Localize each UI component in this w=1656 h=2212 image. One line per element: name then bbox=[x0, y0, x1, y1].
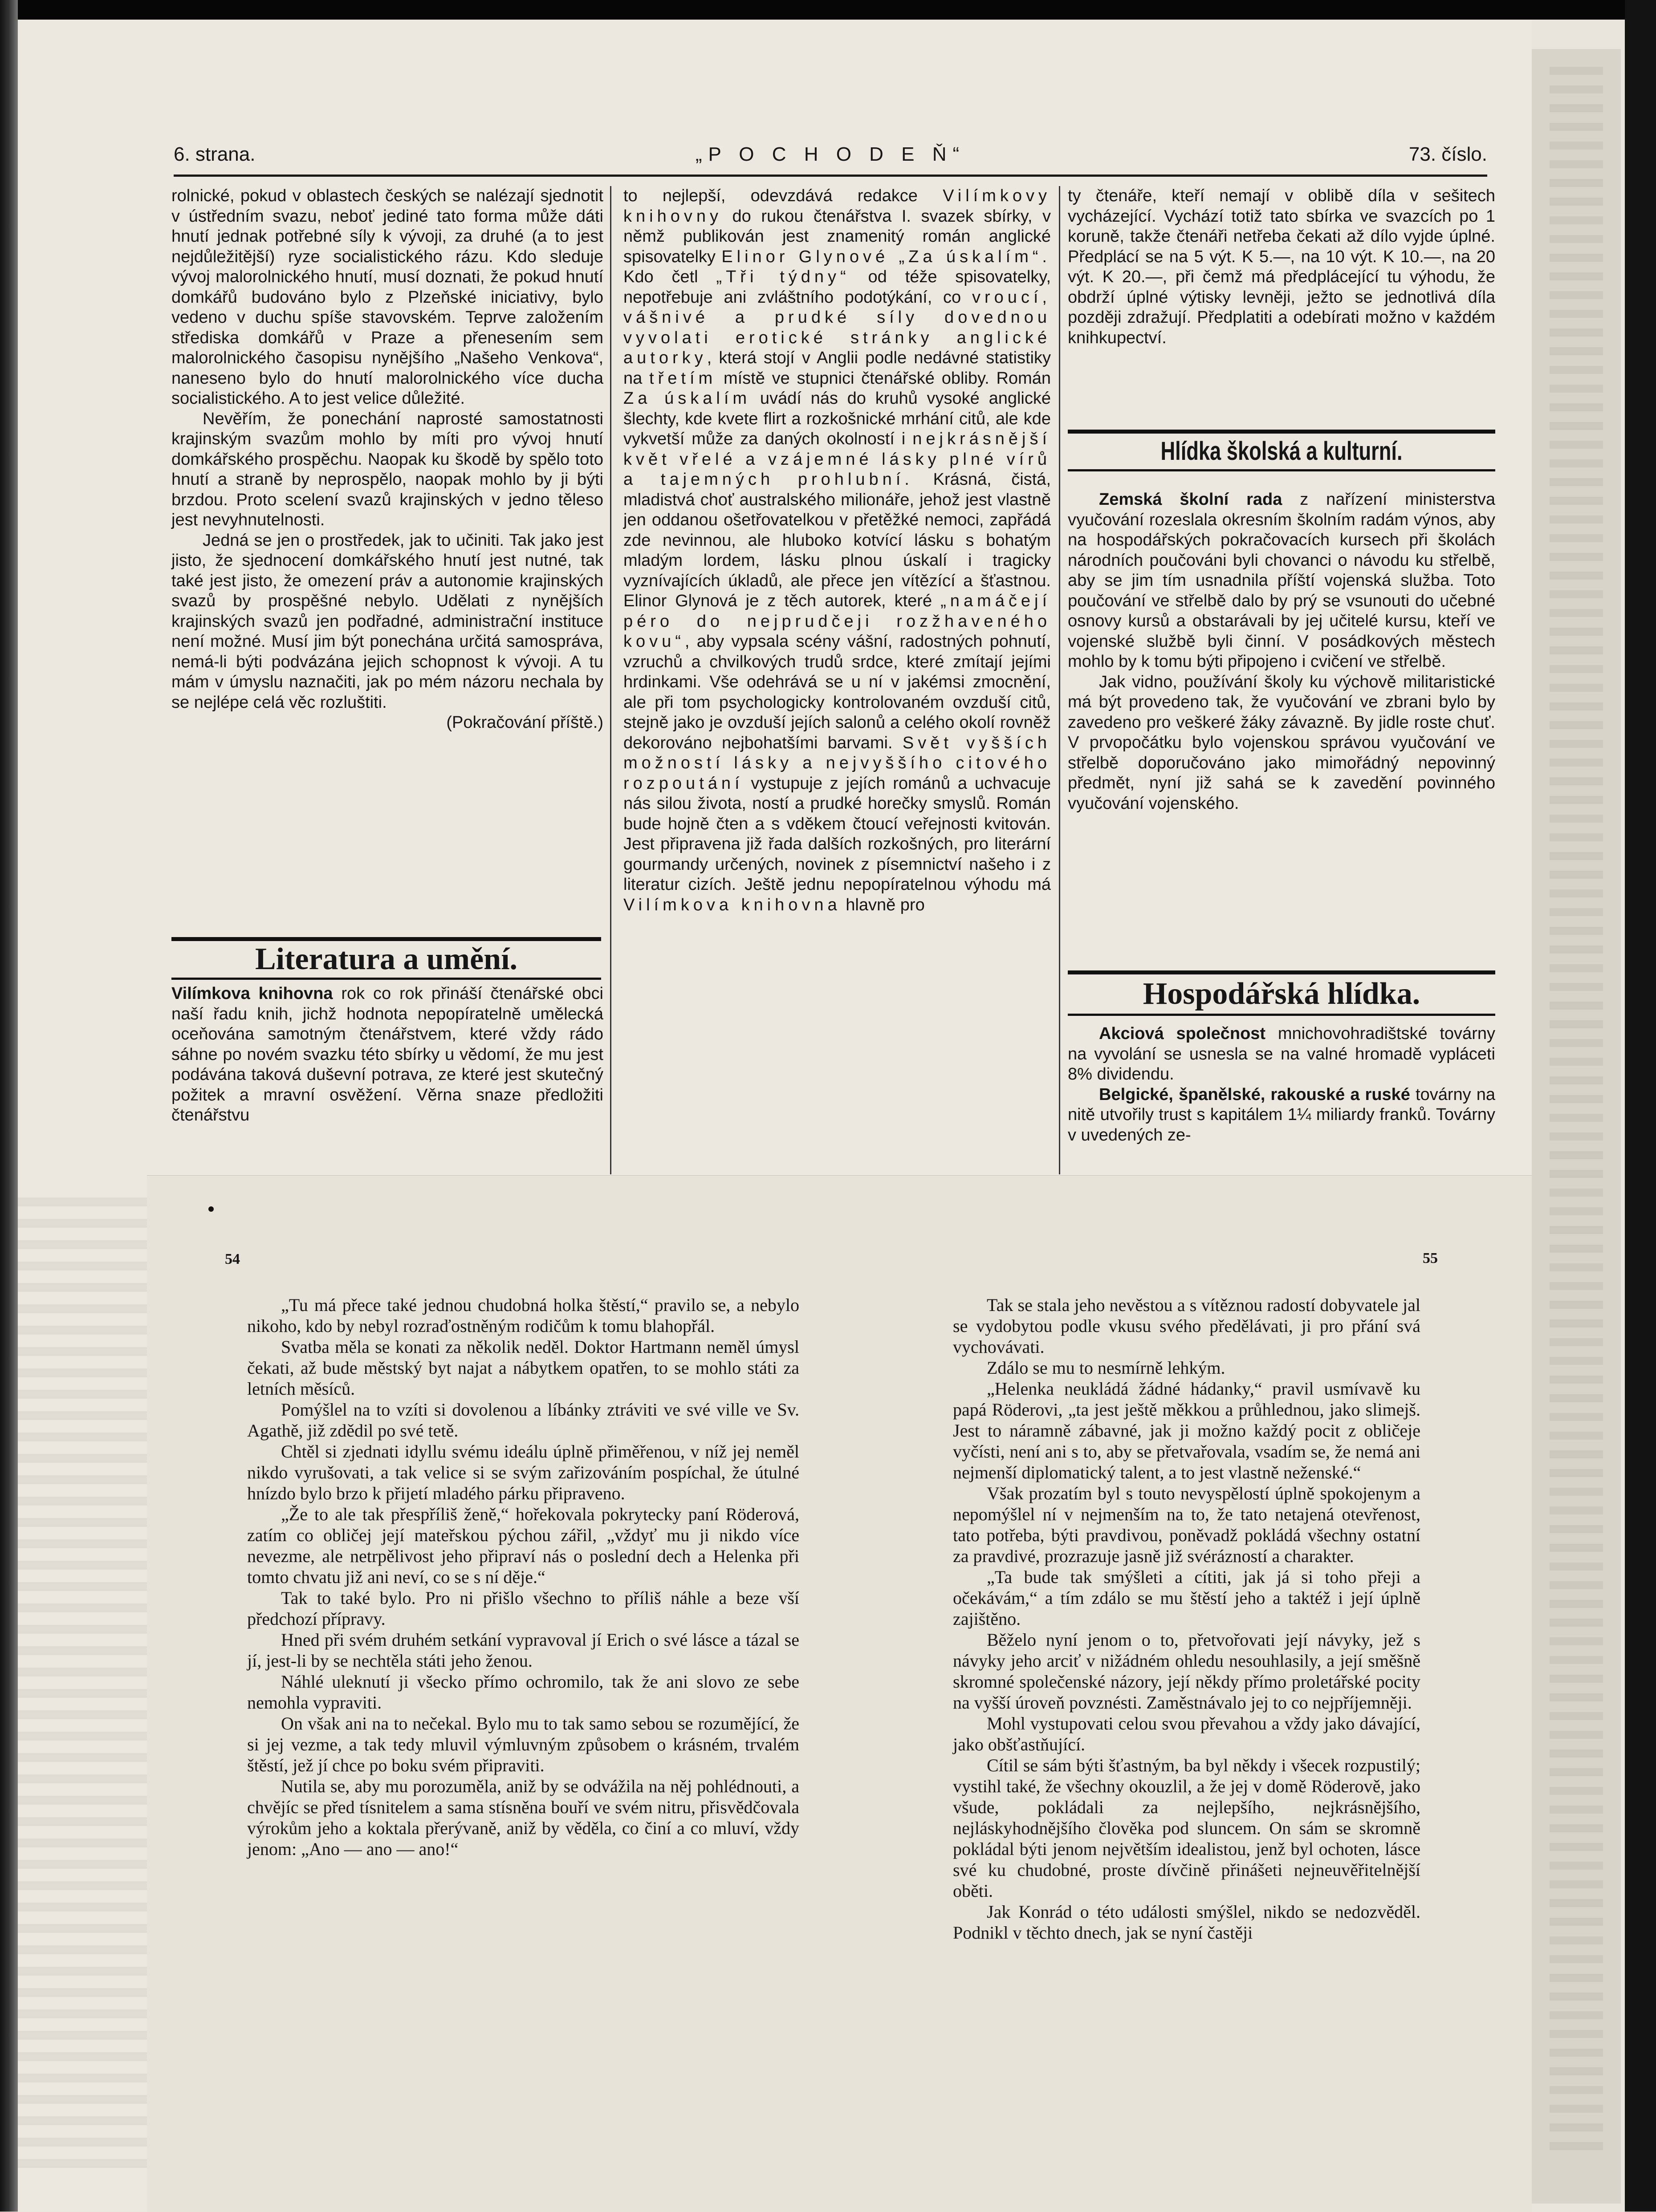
text-run: vystupuje z jejích románů a uchvacuje nás silou života, ností a prudké horečky smyslů. Román bude hojně čten a s vděkem čtoucí veřejnosti kvitován. Jest připravena již řada dalších rozkošných, pro literární gourmandy určených, novinek z písemnictví našeho i z literatur cizích. Ještě jednu nepopíratelnou výhodu má bbox=[623, 774, 1051, 894]
section-heading-hlidka bbox=[1068, 430, 1495, 471]
book-page-right bbox=[953, 1295, 1420, 1943]
book-page-left bbox=[247, 1295, 799, 1859]
text-run: „Tři týdny“ bbox=[716, 268, 850, 286]
text-run: místě ve stupnici čtenářské obliby. Román bbox=[716, 369, 1051, 388]
newspaper-title: „P O C H O D E Ň“ bbox=[695, 143, 966, 165]
text-run: „namáčejí péro do nejprudčeji rozžhaveného kovu“ bbox=[623, 592, 1051, 651]
issue-number: 73. číslo. bbox=[1408, 143, 1487, 165]
text-run: mnichovohradištské továrny na vyvolání se usnesla se na valné hromadě vypláceti 8% dividendu. bbox=[1068, 1024, 1495, 1084]
book-paragraph: „Helenka neukládá žádné hádanky,“ pravil usmívavě ku papá Röderovi, „ta jest ještě měkkou a průhlednou, jako slimejš. Jest to náramně zábavné, jak ji možno každý pocit z obličeje vyčísti, není ani s to, aby se přetvařovala, vsadím se, že nemá ani nejmenší diplomatický talent, a to jest vlastně neženské.“ bbox=[953, 1379, 1420, 1482]
lead-term: Akciová společnost bbox=[1099, 1024, 1266, 1043]
text-run: hlavně pro bbox=[841, 895, 925, 914]
text-run: z nařízení ministerstva vyučování rozeslala okresním školním radám výnos, aby na hospodářských pokračovacích kursech při školách národních poučováni byli chovanci o návodu ku střelbě, aby se jim tím usnadnila příští vojenská služba. Toto poučování ve střelbě dalo by prý se vsunouti do učebné osnovy kursů a obstarávali by jej učitelé kursu, kteří ve vojenské službě byli činní. V posádkových městech mohlo by k tomu býti připojeno i cvičení ve střelbě. bbox=[1068, 490, 1495, 671]
bleed-through-text bbox=[1550, 67, 1603, 2159]
text-run: Elinor Glynové „Za úskalím“. bbox=[721, 247, 1051, 266]
article-paragraph: Jak vidno, používání školy ku výchově militaristické má být provedeno tak, že vyučování ve zbrani bylo by zavedeno pro veškeré žáky závazně. By jidle roste chuť. V prvopočátku bylo vojenskou správou vyučování ve střelbě doporučováno jako mimořádný nepovinný předmět, nyní již sahá se k zavedění povinného vyučování vojenského. bbox=[1068, 672, 1495, 813]
text-run: to nejlepší, odevzdává redakce bbox=[623, 187, 943, 205]
book-paragraph: Nutila se, aby mu porozuměla, aniž by se odvážila na něj pohlédnouti, a chvějíc se před tísnitelem a sama stísněna bouří ve svém nitru, přisvědčovala výrokům jeho a koktala přerývaně, aniž by věděla, co činí a co mluví, vždy jenom: „Ano — ano — ano!“ bbox=[247, 1776, 799, 1859]
book-paragraph: Pomýšlel na to vzíti si dovolenou a líbánky ztráviti ve své ville ve Sv. Agathě, již zdědil po své tetě. bbox=[247, 1400, 799, 1441]
text-run: vroucí, vášnivé a prudké síly dovednou vyvolati erotické stránky anglické autorky bbox=[623, 288, 1051, 367]
book-paragraph: Cítil se sám býti šťastným, ba byl někdy i všecek rozpustilý; vystihl také, že všechny okouzlil, a že jej v domě Röderově, jako všude, pokládali za nejlepšího, nejkrásnějšího, nejláskyhodnějšího člověka pod sluncem. On sám se skromně pokládal býti jenom největším idealistou, jenž byl ochoten, lásce své ku chudobné, proste dívčině přinášeti nejneuvěřitelnější oběti. bbox=[953, 1755, 1420, 1901]
article-column-1 bbox=[171, 186, 603, 733]
text-run: Krásná, čistá, mladistvá choť australského milionáře, jehož jest vlastně jen oddanou ošetřovatelkou v přetěžké nemoci, zapřádá zde nevinnou, ale hluboko kotvící lásku s bohatým mladým lordem, lásku plnou úskalí i tragicky vyznívajících úkladů, ale přece jen vítězící a šťastnou. Elinor Glynová je z těch autorek, které bbox=[623, 470, 1051, 610]
section-title: Literatura a umění. bbox=[255, 942, 518, 976]
literature-column bbox=[171, 984, 603, 1126]
continuation-note: (Pokračování příště.) bbox=[446, 713, 603, 732]
lead-term: Zemská školní rada bbox=[1099, 490, 1282, 509]
section-title: Hlídka školská a kulturní. bbox=[1160, 437, 1403, 466]
column-rule bbox=[1059, 186, 1060, 1174]
adjacent-page-edge bbox=[1532, 49, 1621, 2204]
text-run: uvádí nás do kruhů vysoké anglické šlechty, kde kvete flirt a rozkošnické mrhání citů, ale kde vykvetší může za daných okolností i bbox=[623, 389, 1051, 448]
scan-right-border bbox=[1625, 0, 1656, 2212]
lead-term: Vilímkova knihovna bbox=[171, 984, 333, 1003]
article-paragraph: Jedná se jen o prostředek, jak to učiniti. Tak jako jest jisto, že sjednocení domkářského hnutí jest nutné, tak také jest jisto, že omezení práv a autonomie krajinských svazů by prospěšné nebylo. Udělati z nynějších krajinských svazů jen podřadné, administrační instituce není možné. Musí jim být ponechána určitá samospráva, nemá-li býti podvázána jejich schopnost k vývoji. A tu mám v úmyslu naznačiti, jak po mém názoru nechala by se nejlépe celá věc rozluštiti. bbox=[171, 531, 603, 712]
page-number-left: 54 bbox=[225, 1251, 240, 1267]
book-paragraph: „Tu má přece také jednou chudobná holka štěstí,“ pravilo se, a nebylo nikoho, kdo by nebyl rozraďostněným rodičům k tomu blahopřál. bbox=[247, 1295, 799, 1336]
book-paragraph: Chtěl si zjednati idyllu svému ideálu úplně přiměřenou, v níž jej neměl nikdo vyrušovati, a tak velice si se svým zařizováním pospíchal, že útulné hnízdo bylo brzo k přijetí mladého párku připraveno. bbox=[247, 1441, 799, 1503]
text-run: od téže spisovatelky, nepotřebuje ani zvláštního podotýkání, co bbox=[623, 268, 1051, 307]
article-column-3 bbox=[1068, 186, 1495, 348]
article-paragraph: rolnické, pokud v oblastech českých se nalézají sjednotit v ústředním svazu, neboť jediné tato forma může dáti hnutí jednak potřebné síly k vývoji, za druhé (a to jest nejdůležitější) ryze socialistického rázu. Kdo sleduje vývoj malorolnického hnutí, musí doznati, že pokud hnutí domkářů budováno bylo z Plzeňské iniciativy, bylo vedeno v duchu spíše stavovském. Teprve založením střediska domkářů v Praze a přenesením sem malorolnického časopisu nynějšího „Našeho Venkova“, naneseno bylo do hnutí malorolnického více ducha socialistického. A to jest velice důležité. bbox=[171, 187, 603, 408]
text-run: továrny na nitě utvořily trust s kapitálem 1¼ miliardy franků. Továrny v uvedených ze- bbox=[1068, 1085, 1495, 1145]
text-run: Vilímkovy knihovny bbox=[623, 187, 1051, 226]
page-label: 6. strana. bbox=[174, 143, 256, 165]
economy-column bbox=[1068, 1024, 1495, 1145]
book-paragraph: „Že to ale tak přespříliš ženě,“ hořekovala pokrytecky paní Röderová, zatím co obličej její mateřskou pýchou zářil, „vždyť mu ji nikdo více nevezme, ale netrpělivost jeho připraví nás o poslední dech a Helenka při tomto chvatu již ani neví, co se s ní děje.“ bbox=[247, 1504, 799, 1587]
book-paragraph: „Ta bude tak smýšleti a cítiti, jak já si toho přeji a očekávám,“ a tím zdálo se mu štěstí jeho a taktéž i její úplně zajištěno. bbox=[953, 1567, 1420, 1629]
scan-left-edge bbox=[0, 0, 18, 2212]
page-number-right: 55 bbox=[1423, 1250, 1438, 1266]
book-paragraph: Mohl vystupovati celou svou převahou a vždy jako dávající, jako obšťastňující. bbox=[953, 1713, 1420, 1754]
section-heading-hospodarska bbox=[1068, 970, 1495, 1016]
literature-text: rok co rok přináší čtenářské obci naší řadu knih, jichž hodnota nepopíratelně umělecká oceňována samotným čtenářstvem, které vždy rádo sáhne po novém svazku této sbírky u vědomí, že mu jest podávána taková duševní potrava, ze které jest skutečný požitek a mravní osvěžení. Věrna snaze předložiti čtenářstvu bbox=[171, 984, 603, 1124]
left-margin-bleed bbox=[18, 1197, 147, 2177]
text-run: Za úskalím bbox=[623, 389, 751, 408]
page-header bbox=[174, 143, 1487, 177]
book-paragraph: Zdálo se mu to nesmírně lehkým. bbox=[987, 1358, 1225, 1378]
lead-term: Belgické, španělské, rakouské a ruské bbox=[1099, 1085, 1410, 1104]
book-paragraph: Hned při svém druhém setkání vypravoval jí Erich o své lásce a tázal se jí, jest-li by se nechtěla státi jeho ženou. bbox=[247, 1630, 799, 1671]
text-run: třetím bbox=[649, 369, 717, 388]
book-paragraph: On však ani na to nečekal. Bylo mu to tak samo sebou se rozumějící, že si jej vezme, a tak tedy mluvil výmluvným způsobem o krásném, trvalém štěstí, jež jí chce po boku svém připraviti. bbox=[247, 1713, 799, 1775]
school-column bbox=[1068, 490, 1495, 814]
book-paragraph: Svatba měla se konati za několik neděl. Doktor Hartmann neměl úmysl čekati, až bude městský byt najat a nábytkem opatřen, to se mohlo státi za letních měsíců. bbox=[247, 1337, 799, 1399]
column-rule bbox=[610, 186, 611, 1174]
book-paragraph: Tak se stala jeho nevěstou a s vítěznou radostí dobyvatele jal se vydobytou podle vkusu svého předělávati, ji pro přání svá vychovávati. bbox=[953, 1295, 1420, 1357]
book-paragraph: Náhlé uleknutí ji všecko přímo ochromilo, tak že ani slovo ze sebe nemohla vypraviti. bbox=[247, 1672, 799, 1713]
book-paragraph: Však prozatím byl s touto nevyspělostí úplně spokojenym a nepomýšlel ní v nejmenším na to, že tato netajená otevřenost, tato potřeba, býti pravdivou, poněvadž pokládá všechny ostatní za pravdivé, prozrazuje jasně již svérázností a charakter. bbox=[953, 1483, 1420, 1566]
book-paragraph: Jak Konrád o této události smýšlel, nikdo se nedozvěděl. Podnikl v těchto dnech, jak se nyní častěji bbox=[953, 1902, 1420, 1943]
text-run: Kdo četl bbox=[623, 268, 716, 286]
text-run: do rukou čtenářstva I. svazek sbírky, v němž publikován jest znamenitý román anglické spisovatelky bbox=[623, 207, 1051, 266]
section-title: Hospodářská hlídka. bbox=[1143, 977, 1420, 1011]
text-run: Svět vyšších možností lásky a nejvyššího citového rozpoutání bbox=[623, 733, 1051, 793]
book-paragraph: Běželo nyní jenom o to, přetvořovati její návyky, jež s návyky jeho arciť v nižádném ohledu nesouhlasily, a její směšně skromné společenské názory, její někdy přímo proletářské pocity na vyšší úroveň povznésti. Zaměstnávalo jej to co nejpříjemněji. bbox=[953, 1630, 1420, 1713]
book-paragraph: Tak to také bylo. Pro ni přišlo všechno to příliš náhle a beze vší předchozí přípravy. bbox=[247, 1588, 799, 1629]
article-paragraph: Nevěřím, že ponechání naprosté samostatnosti krajinským svazům mohlo by míti pro vývoj hnutí domkářského prospěchu. Naopak ku škodě by spělo toto hnutí a straně by neprospělo, naopak mohlo by ji býti brzdou. Proto scelení svazů krajinských v jedno těleso jest nevyhnutelnosti. bbox=[171, 409, 603, 529]
ink-dot bbox=[208, 1206, 214, 1212]
article-column-2 bbox=[623, 186, 1051, 915]
text-run: , která stojí v Anglii podle nedávné statistiky na bbox=[623, 349, 1051, 388]
article-paragraph: ty čtenáře, kteří nemají v oblibě díla v sešitech vycházející. Vychází totiž tato sbírka ve svazcích po 1 koruně, takže čtenáři netřeba čekati až dílo vyjde úplné. Předplácí se na 5 výt. K 5.—, na 10 výt. K 10.—, na 20 výt. K 20.—, při čemž má předplácející tu výhodu, že obdrží úplné výtisky levněji, ježto se jednotlivá díla později zdražují. Předplatiti a odebírati možno v každém knihkupectví. bbox=[1068, 187, 1495, 347]
text-run: nejkrásnější květ vřelé a vzájemné lásky plné vírů a tajemných prohlubní. bbox=[623, 430, 1051, 489]
text-run: , aby vypsala scény vášní, radostných pohnutí, vzruchů a chvilkových trudů srdce, které zmítají jejími hrdinkami. Vše odehrává se u ní v jakémsi zmocnění, ale při tom psychologicky kontrolovaném ovzduší citů, stejně jako je ovzduší jejích salonů a celého okolí rovněž dekorováno nejbohatšími barvami. bbox=[623, 632, 1051, 752]
scan-top-border bbox=[0, 0, 1656, 20]
section-heading-literatura bbox=[171, 937, 601, 980]
text-run: Vilímkova knihovna bbox=[623, 895, 841, 914]
